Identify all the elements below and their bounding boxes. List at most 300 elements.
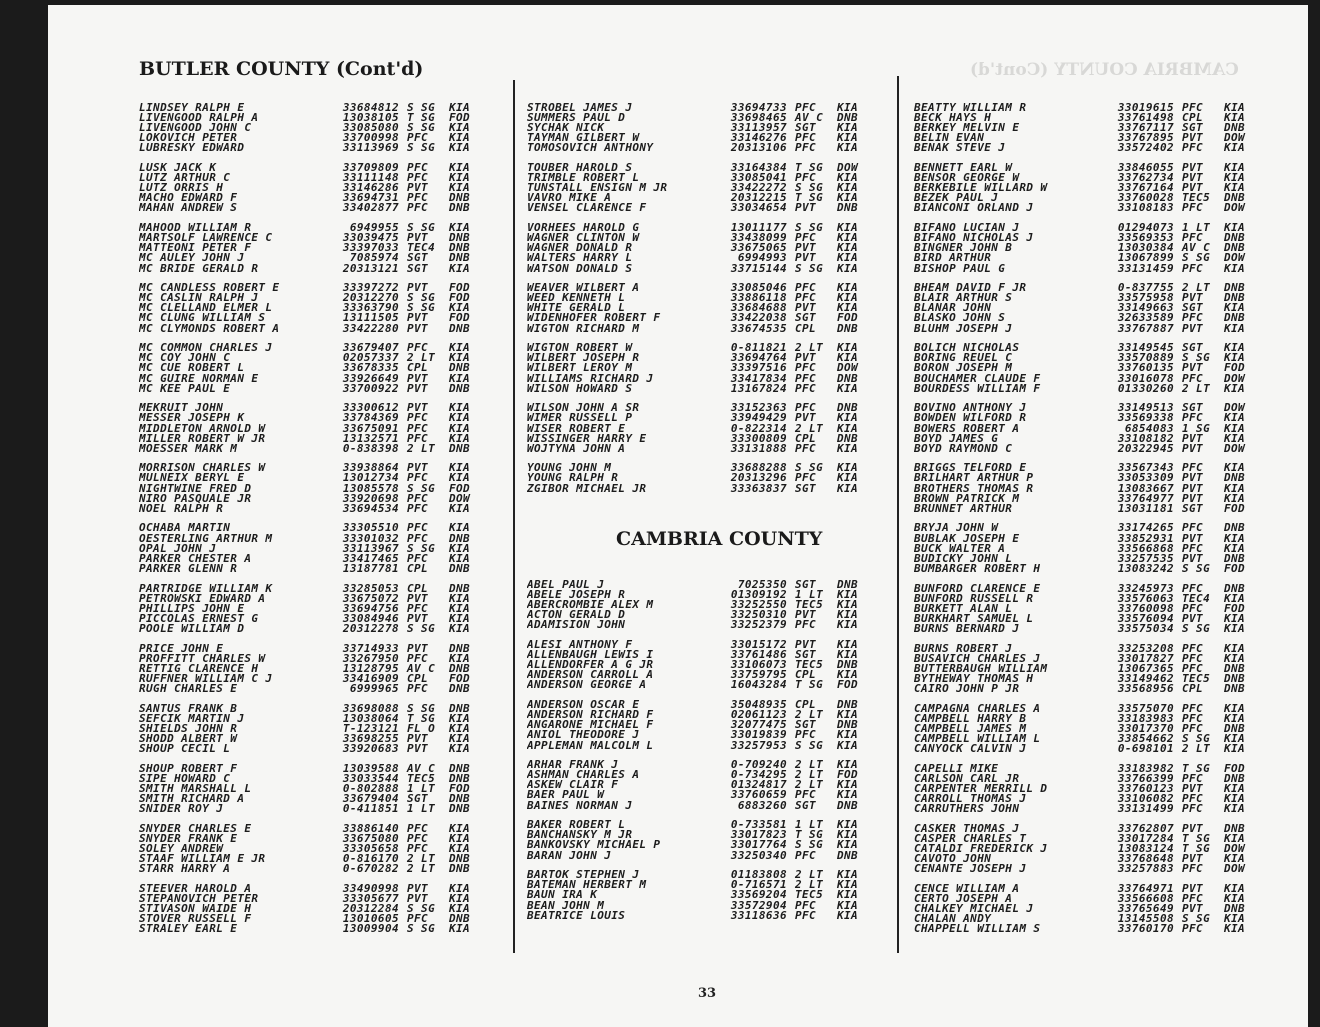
status: KIA [837, 608, 859, 622]
serial-number: 33250310 [730, 608, 787, 622]
rank: PFC [1182, 891, 1204, 905]
status: DNB [449, 771, 471, 785]
roster-row [914, 353, 1254, 363]
serial-number: 33886118 [730, 291, 787, 305]
rank: PFC [1182, 541, 1204, 555]
rank: 2 LT [407, 862, 436, 876]
roster-row [914, 463, 1254, 473]
roster-row [527, 193, 867, 203]
rank: S SG [407, 291, 436, 305]
rank: SGT [795, 798, 817, 812]
soldier-name: SHODD ALBERT W [139, 733, 238, 744]
rank: TEC5 [795, 658, 824, 672]
status: KIA [837, 618, 859, 632]
serial-number: 20313106 [730, 141, 787, 155]
rank: PFC [795, 618, 817, 632]
roster-row [139, 591, 479, 605]
soldier-name: ANDERSON OSCAR E [527, 700, 640, 711]
rank: 1 LT [1182, 221, 1211, 235]
serial-number: 13012734 [342, 471, 399, 485]
serial-number: 13067365 [1117, 661, 1174, 675]
rank: 2 LT [795, 868, 824, 882]
serial-number: 33300612 [342, 401, 399, 415]
serial-number: 33886140 [342, 821, 399, 835]
roster-row [914, 651, 1254, 665]
rank: SGT [795, 578, 817, 591]
serial-number: 0-837755 [1117, 281, 1174, 295]
rank: TEC5 [1182, 671, 1211, 685]
status: DOW [1224, 401, 1246, 415]
soldier-name: ABELE JOSEPH R [527, 590, 626, 601]
soldier-name: BOYD JAMES G [914, 433, 999, 444]
roster-row [914, 421, 1254, 435]
serial-number: 33700922 [342, 381, 399, 395]
roster-group [527, 580, 867, 630]
roster-row [139, 441, 479, 455]
serial-number: 33019615 [1117, 101, 1174, 114]
serial-number: 33250340 [730, 848, 787, 862]
serial-number: 13085578 [342, 481, 399, 495]
roster-row [914, 363, 1254, 373]
status: KIA [1224, 711, 1246, 725]
soldier-name: BRIGGS TELFORD E [914, 463, 1027, 474]
serial-number: 33575070 [1117, 701, 1174, 715]
status: KIA [837, 381, 859, 395]
serial-number: 33694756 [342, 601, 399, 615]
status: KIA [449, 651, 471, 665]
soldier-name: MC CASLIN RALPH J [139, 293, 259, 304]
roster-row [139, 731, 479, 745]
roster-row [527, 223, 867, 233]
roster-row [527, 600, 867, 610]
rank: CPL [795, 698, 817, 712]
soldier-name: BUSAVICH CHARLES J [914, 653, 1041, 664]
rank: PFC [1182, 101, 1204, 114]
soldier-name: OESTERLING ARTHUR M [139, 533, 273, 544]
soldier-name: LIVENGOOD RALPH A [139, 113, 259, 124]
status: KIA [449, 922, 471, 936]
status: KIA [837, 221, 859, 235]
serial-number: 33174265 [1117, 521, 1174, 535]
serial-number: 33567343 [1117, 461, 1174, 475]
status: KIA [1224, 611, 1246, 625]
rank: PVT [795, 351, 817, 365]
soldier-name: TOMOSOVICH ANTHONY [527, 143, 654, 154]
serial-number: 33767117 [1117, 121, 1174, 135]
serial-number: 33766399 [1117, 771, 1174, 785]
serial-number: 33767887 [1117, 321, 1174, 335]
butler-county-heading: BUTLER COUNTY (Cont'd) [139, 58, 424, 80]
status: KIA [837, 708, 859, 722]
status: KIA [449, 831, 471, 845]
rank: 2 LT [407, 441, 436, 455]
roster-row [139, 413, 479, 423]
roster-row [914, 253, 1254, 263]
serial-number: 33674535 [730, 321, 787, 335]
roster-row [527, 371, 867, 385]
scan-border-left [0, 0, 48, 1027]
rank: TEC4 [1182, 591, 1211, 605]
status: DNB [837, 718, 859, 732]
serial-number: 33285053 [342, 581, 399, 595]
serial-number: 02061123 [730, 708, 787, 722]
serial-number: 33764977 [1117, 491, 1174, 505]
soldier-name: PHILLIPS JOHN E [139, 603, 245, 614]
serial-number: 33257535 [1117, 551, 1174, 565]
serial-number: 33131499 [1117, 802, 1174, 816]
rank: PVT [795, 608, 817, 622]
rank: PVT [407, 611, 429, 625]
serial-number: 33422038 [730, 311, 787, 325]
soldier-name: LUTZ ORRIS H [139, 183, 224, 194]
serial-number: 33760170 [1117, 922, 1174, 936]
roster-row [914, 591, 1254, 605]
roster-group [914, 343, 1254, 393]
soldier-name: WAGNER DONALD R [527, 243, 633, 254]
roster-row [914, 283, 1254, 293]
rank: 2 LT [795, 421, 824, 435]
roster-row [139, 481, 479, 495]
soldier-name: ABEL PAUL J [527, 580, 605, 591]
status: DNB [1224, 681, 1246, 695]
roster-group [914, 223, 1254, 273]
soldier-name: TOUBER HAROLD S [527, 163, 633, 174]
status: KIA [837, 301, 859, 315]
status: KIA [449, 141, 471, 155]
status: DNB [837, 658, 859, 672]
soldier-name: BIFANO LUCIAN J [914, 223, 1020, 234]
rank: S SG [407, 141, 436, 155]
serial-number: 33714933 [342, 641, 399, 655]
roster-group [914, 523, 1254, 573]
serial-number: 33768648 [1117, 852, 1174, 866]
serial-number: 33267950 [342, 651, 399, 665]
roster-row [527, 908, 867, 922]
status: KIA [449, 621, 471, 635]
roster-row [914, 133, 1254, 143]
rank: PFC [407, 601, 429, 615]
status: KIA [449, 501, 471, 515]
rank: T SG [407, 711, 436, 725]
soldier-name: CAPELLI MIKE [914, 763, 999, 774]
roster-row [527, 898, 867, 912]
status: KIA [449, 711, 471, 725]
soldier-name: YOUNG RALPH R [527, 473, 619, 484]
status: KIA [1224, 381, 1246, 395]
roster-row [914, 841, 1254, 855]
status: DNB [837, 201, 859, 215]
status: KIA [837, 241, 859, 255]
serial-number: 33688288 [730, 461, 787, 475]
serial-number: 33131888 [730, 441, 787, 455]
soldier-name: WILBERT JOSEPH R [527, 353, 640, 364]
status: KIA [1224, 111, 1246, 125]
soldier-name: WEED KENNETH L [527, 293, 626, 304]
rank: PFC [407, 341, 429, 355]
serial-number: 33039475 [342, 231, 399, 245]
rank: PVT [795, 201, 817, 215]
rank: SGT [795, 481, 817, 495]
serial-number: 20322945 [1117, 441, 1174, 455]
soldier-name: BAUN IRA K [527, 890, 598, 901]
soldier-name: BAER PAUL W [527, 790, 605, 801]
roster-row [139, 353, 479, 363]
rank: PFC [795, 441, 817, 455]
serial-number: 33257883 [1117, 862, 1174, 876]
status: FOD [449, 671, 471, 685]
roster-row [527, 113, 867, 123]
rank: S SG [1182, 621, 1211, 635]
rank: PVT [1182, 181, 1204, 195]
rank: CPL [407, 671, 429, 685]
roster-row [139, 671, 479, 685]
soldier-name: BECK HAYS H [914, 113, 992, 124]
soldier-name: BRUNNET ARTHUR [914, 503, 1013, 514]
serial-number: 33417834 [730, 371, 787, 385]
roster-row [914, 103, 1254, 113]
roster-group [527, 223, 867, 273]
roster-group [139, 881, 479, 936]
rank: PVT [407, 742, 429, 755]
status: KIA [837, 351, 859, 365]
roster-row [527, 780, 867, 790]
status: FOD [1224, 561, 1246, 575]
roster-row [139, 864, 479, 874]
rank: PFC [1182, 721, 1204, 735]
serial-number: 33417465 [342, 551, 399, 565]
roster-row [139, 321, 479, 335]
status: DOW [837, 161, 859, 175]
roster-row [139, 721, 479, 735]
soldier-name: CASKER THOMAS J [914, 823, 1020, 834]
roster-row [914, 924, 1254, 934]
roster-group [527, 820, 867, 860]
soldier-name: CANYOCK CALVIN J [914, 744, 1027, 755]
soldier-name: BUMBARGER ROBERT H [914, 563, 1041, 574]
soldier-name: BORON JOSEPH M [914, 363, 1013, 374]
soldier-name: LUBRESKY EDWARD [139, 143, 245, 154]
serial-number: 33146286 [342, 181, 399, 195]
roster-row [914, 163, 1254, 173]
rank: PVT [407, 401, 429, 415]
rank: CPL [1182, 111, 1204, 125]
soldier-name: ANIOL THEODORE J [527, 730, 640, 741]
roster-row [914, 701, 1254, 715]
rank: PVT [407, 381, 429, 395]
soldier-name: STARR HARRY A [139, 864, 231, 875]
serial-number: 13031181 [1117, 501, 1174, 515]
soldier-name: APPLEMAN MALCOLM L [527, 740, 654, 751]
rank: 2 LT [407, 852, 436, 866]
status: KIA [1224, 181, 1246, 195]
status: KIA [1224, 221, 1246, 235]
rank: PFC [795, 231, 817, 245]
serial-number: 33113967 [342, 541, 399, 555]
soldier-name: YOUNG JOHN M [527, 463, 612, 474]
rank: CPL [1182, 681, 1204, 695]
serial-number: 33678335 [342, 361, 399, 375]
serial-number: 33257953 [730, 738, 787, 752]
serial-number: 13128795 [342, 661, 399, 675]
rank: PFC [407, 161, 429, 175]
serial-number: 33363837 [730, 481, 787, 495]
rank: PFC [407, 651, 429, 665]
rank: PFC [407, 912, 429, 926]
rank: PVT [1182, 161, 1204, 175]
roster-group [139, 163, 479, 213]
status: DNB [1224, 281, 1246, 295]
soldier-name: CATALDI FREDERICK J [914, 843, 1048, 855]
serial-number: 33108183 [1117, 201, 1174, 215]
rank: SGT [795, 648, 817, 662]
status: KIA [449, 891, 471, 905]
rank: T SG [795, 678, 824, 692]
roster-row [527, 261, 867, 275]
rank: PFC [407, 831, 429, 845]
rank: PFC [1182, 461, 1204, 475]
status: DNB [449, 852, 471, 866]
status: KIA [837, 141, 859, 155]
soldier-name: BLASKO JOHN S [914, 313, 1006, 324]
roster-group [914, 283, 1254, 333]
soldier-name: MC AULEY JOHN J [139, 253, 245, 264]
serial-number: 33113957 [730, 121, 787, 135]
status: KIA [1224, 161, 1246, 175]
rank: PFC [1182, 521, 1204, 535]
soldier-name: VAVRO MIKE A [527, 193, 612, 204]
soldier-name: ALLENDORFER A G JR [527, 660, 654, 671]
rank: PVT [407, 181, 429, 195]
status: KIA [1224, 411, 1246, 425]
soldier-name: STROBEL JAMES J [527, 103, 633, 114]
rank: PFC [407, 131, 429, 145]
soldier-name: MATTEONI PETER F [139, 243, 252, 254]
status: KIA [837, 598, 859, 612]
roster-row [914, 531, 1254, 545]
roster-group [139, 283, 479, 333]
serial-number: 33017284 [1117, 831, 1174, 845]
roster-row [139, 163, 479, 173]
serial-number: 13038064 [342, 711, 399, 725]
status: KIA [837, 411, 859, 425]
rank: S SG [407, 541, 436, 555]
soldier-name: OCHABA MARTIN [139, 523, 231, 534]
status: DNB [449, 361, 471, 375]
serial-number: 33566868 [1117, 541, 1174, 555]
rank: PFC [1182, 261, 1204, 275]
roster-row [527, 313, 867, 323]
rank: PVT [407, 231, 429, 245]
roster-row [139, 831, 479, 845]
status: KIA [1224, 731, 1246, 745]
status: FOD [449, 781, 471, 795]
status: DNB [1224, 471, 1246, 485]
serial-number: 33938864 [342, 461, 399, 475]
serial-number: 33698465 [730, 111, 787, 125]
serial-number: 0-716571 [730, 878, 787, 892]
roster-row [914, 641, 1254, 655]
soldier-name: SMITH MARSHALL L [139, 783, 252, 794]
rank: CPL [795, 668, 817, 682]
serial-number: 33252379 [730, 618, 787, 632]
rank: PFC [1182, 601, 1204, 615]
roster-row [139, 601, 479, 615]
status: FOD [449, 481, 471, 495]
soldier-name: WEAVER WILBERT A [527, 283, 640, 294]
rank: T SG [1182, 761, 1211, 775]
soldier-name: BROWN PATRICK M [914, 493, 1020, 504]
status: KIA [837, 738, 859, 752]
serial-number: 33846055 [1117, 161, 1174, 175]
serial-number: T-123121 [342, 721, 399, 735]
soldier-name: TAYMAN GILBERT W [527, 133, 640, 144]
rank: 2 LT [1182, 281, 1211, 295]
roster-row [914, 303, 1254, 313]
rank: 2 LT [407, 351, 436, 365]
soldier-name: PARKER GLENN R [139, 563, 238, 574]
status: KIA [449, 471, 471, 485]
rank: PFC [1182, 641, 1204, 655]
soldier-name: CHALAN ANDY [914, 914, 992, 925]
soldier-name: MC COMMON CHARLES J [139, 343, 273, 354]
rank: PVT [1182, 902, 1204, 915]
status: DNB [1224, 291, 1246, 305]
roster-row [914, 761, 1254, 775]
status: DOW [1224, 371, 1246, 385]
roster-group [527, 870, 867, 920]
roster-row [139, 781, 479, 795]
roster-group [527, 463, 867, 493]
serial-number: 6999965 [349, 681, 399, 695]
roster-row [527, 640, 867, 650]
soldier-name: BAKER ROBERT L [527, 820, 626, 831]
soldier-name: NIRO PASQUALE JR [139, 493, 252, 504]
soldier-name: BOWDEN WILFORD R [914, 413, 1027, 424]
soldier-name: BHEAM DAVID F JR [914, 283, 1027, 294]
roster-row [914, 321, 1254, 335]
rank: PVT [407, 731, 429, 745]
serial-number: 33767164 [1117, 181, 1174, 195]
serial-number: 02057337 [342, 351, 399, 365]
serial-number: 13067899 [1117, 251, 1174, 265]
status: KIA [1224, 461, 1246, 475]
serial-number: 33679407 [342, 341, 399, 355]
rank: PVT [407, 891, 429, 905]
serial-number: 33183983 [1117, 711, 1174, 725]
serial-number: 6994993 [737, 251, 787, 265]
serial-number: 33569353 [1117, 231, 1174, 245]
roster-row [139, 551, 479, 565]
page-number: 33 [698, 986, 717, 1001]
soldier-name: TUNSTALL ENSIGN M JR [527, 183, 668, 194]
status: KIA [1224, 101, 1246, 114]
status: KIA [837, 261, 859, 275]
soldier-name: ANDERSON GEORGE A [527, 680, 647, 691]
serial-number: 33397516 [730, 361, 787, 375]
status: KIA [1224, 621, 1246, 635]
serial-number: 33570889 [1117, 351, 1174, 365]
soldier-name: BRYJA JOHN W [914, 523, 999, 534]
status: DNB [837, 698, 859, 712]
serial-number: 13030384 [1117, 241, 1174, 255]
rank: S SG [795, 181, 824, 195]
roster-row [139, 924, 479, 934]
serial-number: 33085046 [730, 281, 787, 295]
roster-row [914, 501, 1254, 515]
rank: PFC [407, 431, 429, 445]
rank: S SG [407, 621, 436, 635]
roster-row [914, 681, 1254, 695]
